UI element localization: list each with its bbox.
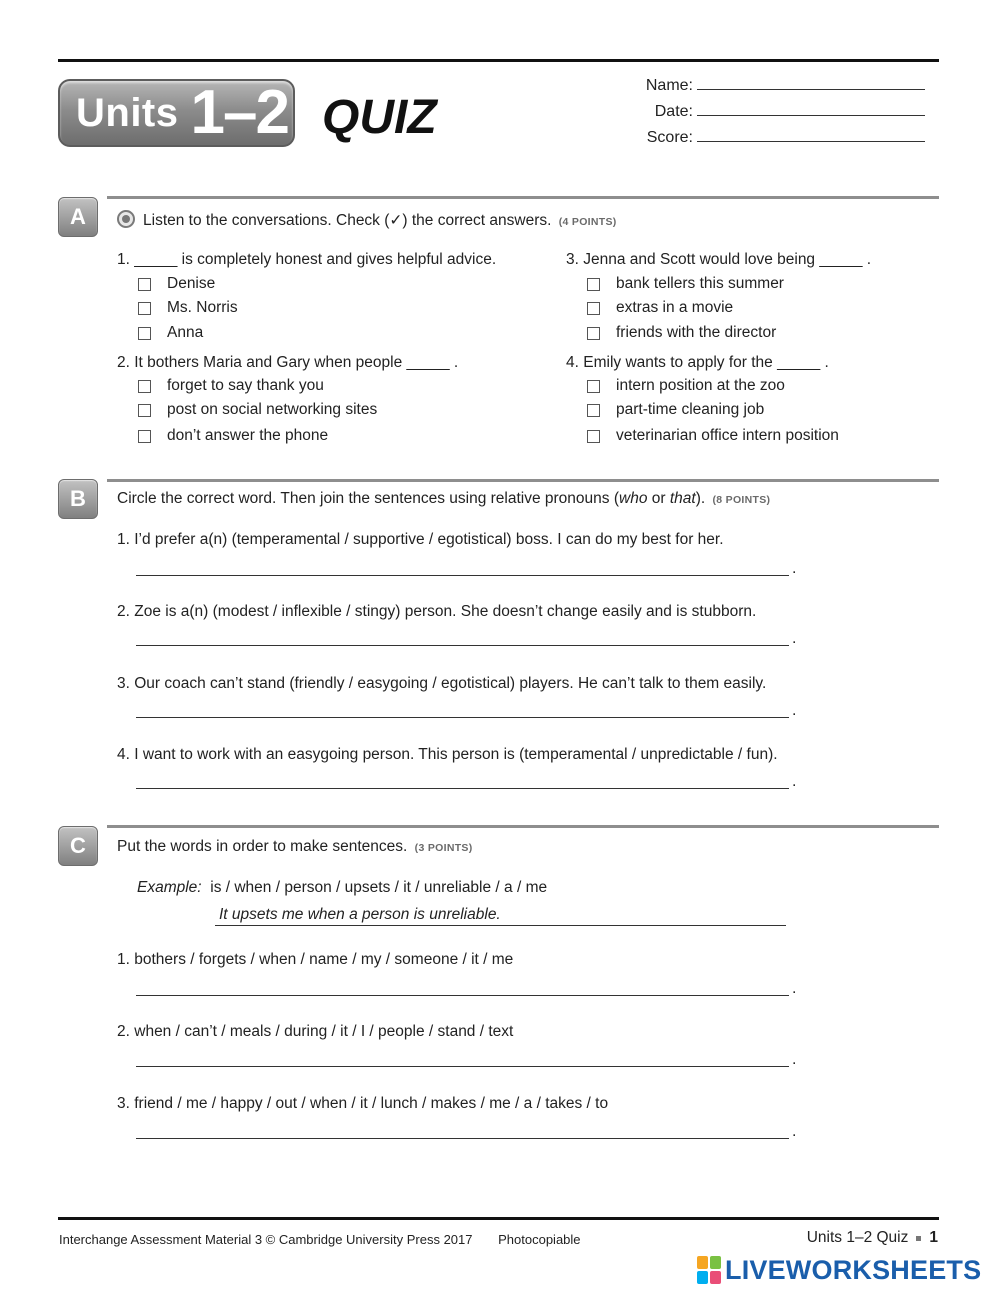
b-question-2 bbox=[117, 603, 756, 621]
b-q3-answer-line[interactable] bbox=[136, 716, 789, 718]
date-line[interactable] bbox=[697, 102, 925, 116]
section-b-rule bbox=[107, 479, 939, 482]
b-question-1 bbox=[117, 531, 724, 549]
b-q1-period: . bbox=[792, 560, 797, 577]
b-q2-text: Zoe is a(n) (modest / inflexible / stingy) person. She doesn’t change easily and is stubborn. bbox=[134, 603, 757, 620]
c-question-3 bbox=[117, 1095, 608, 1113]
logo-block bbox=[710, 1256, 721, 1269]
option-label: don’t answer the phone bbox=[167, 427, 329, 444]
b-q4-period: . bbox=[792, 773, 797, 790]
a-q1-option-2[interactable] bbox=[138, 299, 238, 317]
a-q2-num: 2. bbox=[117, 354, 130, 371]
b-q4-answer-line[interactable] bbox=[136, 787, 789, 789]
section-c-points: (3 POINTS) bbox=[414, 842, 473, 854]
c-question-2 bbox=[117, 1023, 513, 1041]
option-label: extras in a movie bbox=[616, 299, 734, 316]
a-q4-text: Emily wants to apply for the _____ . bbox=[583, 354, 829, 371]
a-question-4 bbox=[566, 354, 829, 372]
bottom-rule bbox=[58, 1217, 939, 1220]
b-q3-num: 3. bbox=[117, 675, 130, 692]
option-label: Denise bbox=[167, 275, 216, 292]
checkbox[interactable] bbox=[587, 278, 600, 291]
b-q1-answer-line[interactable] bbox=[136, 574, 789, 576]
b-instr-post: ). bbox=[695, 490, 706, 507]
page-number: 1 bbox=[929, 1229, 938, 1246]
score-field[interactable] bbox=[633, 128, 925, 147]
a-q1-option-1[interactable] bbox=[138, 275, 215, 293]
b-q4-num: 4. bbox=[117, 746, 130, 763]
a-q4-option-2[interactable] bbox=[587, 401, 764, 419]
c-q1-period: . bbox=[792, 980, 797, 997]
a-q4-option-3[interactable] bbox=[587, 427, 839, 445]
units-word: Units bbox=[76, 90, 179, 135]
example-label: Example: bbox=[137, 879, 202, 896]
c-q2-answer-line[interactable] bbox=[136, 1065, 789, 1067]
c-q1-text: bothers / forgets / when / name / my / someone / it / me bbox=[134, 951, 514, 968]
b-q2-period: . bbox=[792, 630, 797, 647]
checkbox[interactable] bbox=[138, 430, 151, 443]
a-q1-option-3[interactable] bbox=[138, 324, 203, 342]
example-words: is / when / person / upsets / it / unreliable / a / me bbox=[210, 879, 548, 896]
a-q2-option-2[interactable] bbox=[138, 401, 377, 419]
footer-quiz-label: Units 1–2 Quiz bbox=[806, 1229, 909, 1246]
b-instr-who: who bbox=[619, 490, 648, 507]
example-answer: It upsets me when a person is unreliable. bbox=[215, 906, 786, 926]
checkbox[interactable] bbox=[138, 302, 151, 315]
c-question-1 bbox=[117, 951, 513, 969]
a-q2-text: It bothers Maria and Gary when people _____ . bbox=[134, 354, 459, 371]
c-example bbox=[137, 879, 547, 897]
name-field[interactable] bbox=[633, 76, 925, 95]
checkbox[interactable] bbox=[587, 302, 600, 315]
page-title: QUIZ bbox=[322, 91, 437, 144]
b-q4-text: I want to work with an easygoing person. This person is (temperamental / unpredictable / fun). bbox=[134, 746, 778, 763]
b-question-4 bbox=[117, 746, 778, 764]
units-number: 1–2 bbox=[190, 78, 288, 147]
checkbox[interactable] bbox=[138, 327, 151, 340]
checkbox[interactable] bbox=[138, 380, 151, 393]
score-line[interactable] bbox=[697, 128, 925, 142]
date-label: Date: bbox=[654, 103, 693, 120]
c-q1-answer-line[interactable] bbox=[136, 994, 789, 996]
b-q2-num: 2. bbox=[117, 603, 130, 620]
section-a-points: (4 POINTS) bbox=[558, 216, 617, 228]
option-label: friends with the director bbox=[616, 324, 777, 341]
section-c-instruction bbox=[117, 838, 473, 856]
checkbox[interactable] bbox=[138, 278, 151, 291]
c-q2-period: . bbox=[792, 1051, 797, 1068]
a-q2-option-1[interactable] bbox=[138, 377, 324, 395]
b-q3-period: . bbox=[792, 702, 797, 719]
b-instr-that: that bbox=[669, 490, 696, 507]
liveworksheets-logo[interactable] bbox=[697, 1256, 981, 1284]
b-question-3 bbox=[117, 675, 766, 693]
a-question-1 bbox=[117, 251, 496, 269]
option-label: Ms. Norris bbox=[167, 299, 238, 316]
checkbox[interactable] bbox=[587, 327, 600, 340]
b-q2-answer-line[interactable] bbox=[136, 644, 789, 646]
c-q3-period: . bbox=[792, 1123, 797, 1140]
section-a-rule bbox=[107, 196, 939, 199]
section-c-badge: C bbox=[58, 826, 98, 866]
option-label: Anna bbox=[167, 324, 204, 341]
a-q3-text: Jenna and Scott would love being _____ . bbox=[583, 251, 872, 268]
checkbox[interactable] bbox=[587, 404, 600, 417]
a-q1-num: 1. bbox=[117, 251, 130, 268]
liveworksheets-text: LIVEWORKSHEETS bbox=[725, 1254, 982, 1285]
a-q3-num: 3. bbox=[566, 251, 579, 268]
a-question-3 bbox=[566, 251, 871, 269]
section-b-badge: B bbox=[58, 479, 98, 519]
logo-block bbox=[697, 1271, 708, 1284]
a-q3-option-2[interactable] bbox=[587, 299, 733, 317]
section-b-instruction bbox=[117, 490, 770, 508]
name-line[interactable] bbox=[697, 76, 925, 90]
c-q3-text: friend / me / happy / out / when / it / lunch / makes / me / a / takes / to bbox=[134, 1095, 609, 1112]
b-q1-num: 1. bbox=[117, 531, 130, 548]
section-a-badge: A bbox=[58, 197, 98, 237]
date-field[interactable] bbox=[633, 102, 925, 121]
a-q4-num: 4. bbox=[566, 354, 579, 371]
section-b-points: (8 POINTS) bbox=[712, 494, 771, 506]
c-q3-num: 3. bbox=[117, 1095, 130, 1112]
c-q3-answer-line[interactable] bbox=[136, 1137, 789, 1139]
option-label: post on social networking sites bbox=[167, 401, 378, 418]
option-label: veterinarian office intern position bbox=[616, 427, 839, 444]
a-q3-option-1[interactable] bbox=[587, 275, 784, 293]
score-label: Score: bbox=[646, 129, 693, 146]
c-q2-text: when / can’t / meals / during / it / I / people / stand / text bbox=[134, 1023, 514, 1040]
name-label: Name: bbox=[645, 77, 693, 94]
checkbox[interactable] bbox=[587, 380, 600, 393]
liveworksheets-blocks-icon bbox=[697, 1256, 721, 1284]
b-q3-text: Our coach can’t stand (friendly / easygoing / egotistical) players. He can’t talk to them easily. bbox=[134, 675, 767, 692]
section-a-instruction bbox=[117, 210, 617, 230]
checkbox[interactable] bbox=[587, 430, 600, 443]
footer-photocopiable: Photocopiable bbox=[498, 1232, 581, 1247]
logo-block bbox=[710, 1271, 721, 1284]
a-q1-text: _____ is completely honest and gives helpful advice. bbox=[134, 251, 497, 268]
option-label: bank tellers this summer bbox=[616, 275, 784, 292]
option-label: intern position at the zoo bbox=[616, 377, 785, 394]
option-label: part-time cleaning job bbox=[616, 401, 765, 418]
a-q3-option-3[interactable] bbox=[587, 324, 776, 342]
c-q1-num: 1. bbox=[117, 951, 130, 968]
section-a-instruction-text: Listen to the conversations. Check (✓) the correct answers. bbox=[143, 212, 552, 229]
c-instr-text: Put the words in order to make sentences. bbox=[117, 838, 408, 855]
a-q2-option-3[interactable] bbox=[138, 427, 328, 445]
audio-icon[interactable] bbox=[117, 210, 135, 228]
footer-right bbox=[807, 1229, 938, 1247]
c-q2-num: 2. bbox=[117, 1023, 130, 1040]
top-rule bbox=[58, 59, 939, 62]
footer-copyright: Interchange Assessment Material 3 © Cambridge University Press 2017 bbox=[59, 1232, 473, 1247]
section-c-rule bbox=[107, 825, 939, 828]
b-q1-text: I’d prefer a(n) (temperamental / supportive / egotistical) boss. I can do my best for her. bbox=[134, 531, 724, 548]
a-q4-option-1[interactable] bbox=[587, 377, 785, 395]
footer-left bbox=[59, 1232, 581, 1247]
units-badge bbox=[58, 79, 295, 147]
footer-square-icon bbox=[916, 1236, 921, 1241]
checkbox[interactable] bbox=[138, 404, 151, 417]
b-instr-or: or bbox=[647, 490, 670, 507]
a-question-2 bbox=[117, 354, 458, 372]
logo-block bbox=[697, 1256, 708, 1269]
option-label: forget to say thank you bbox=[167, 377, 324, 394]
b-instr-pre: Circle the correct word. Then join the sentences using relative pronouns ( bbox=[117, 490, 620, 507]
